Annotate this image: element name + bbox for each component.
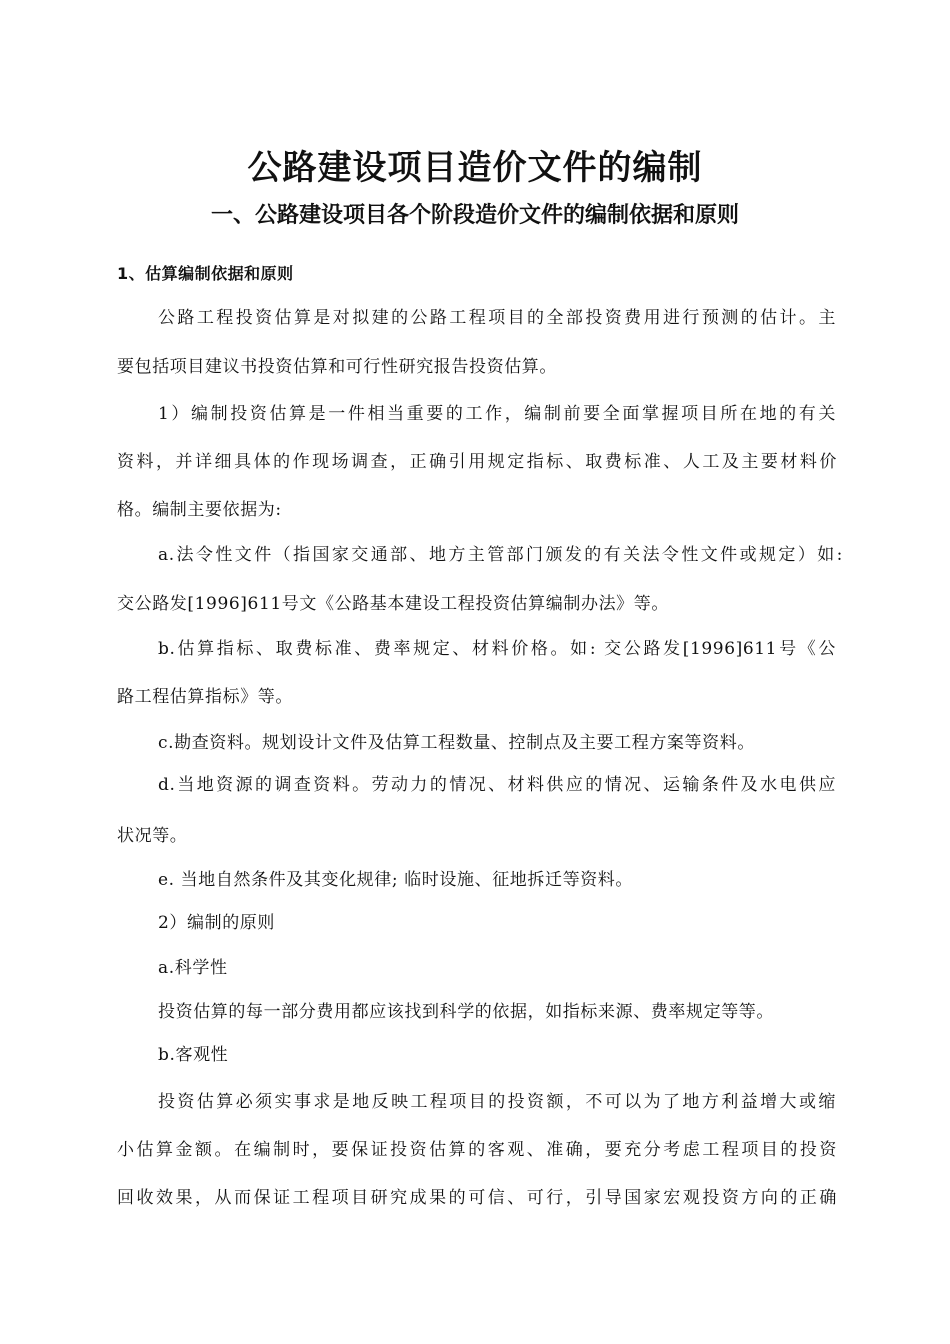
list-item: e. 当地自然条件及其变化规律; 临时设施、征地拆迁等资料。 <box>158 870 633 890</box>
document-subtitle: 一、公路建设项目各个阶段造价文件的编制依据和原则 <box>210 202 739 228</box>
paragraph-line: 公路工程投资估算是对拟建的公路工程项目的全部投资费用进行预测的估计。主 <box>158 308 836 328</box>
document-title: 公路建设项目造价文件的编制 <box>247 148 703 188</box>
paragraph-line: 格。编制主要依据为: <box>117 500 282 520</box>
paragraph-line: 资料，并详细具体的作现场调查，正确引用规定指标、取费标准、人工及主要材料价 <box>117 452 837 472</box>
paragraph-line: 状况等。 <box>117 826 188 846</box>
list-item: a.法令性文件（指国家交通部、地方主管部门颁发的有关法令性文件或规定）如: <box>158 545 843 565</box>
paragraph-line: 小估算金额。在编制时，要保证投资估算的客观、准确，要充分考虑工程项目的投资 <box>117 1140 837 1160</box>
list-item: a.科学性 <box>158 958 228 978</box>
paragraph-line: 1）编制投资估算是一件相当重要的工作，编制前要全面掌握项目所在地的有关 <box>158 404 836 424</box>
paragraph-line: 要包括项目建议书投资估算和可行性研究报告投资估算。 <box>117 357 557 377</box>
list-item: d.当地资源的调查资料。劳动力的情况、材料供应的情况、运输条件及水电供应 <box>158 775 836 795</box>
paragraph-line: 路工程估算指标》等。 <box>117 687 293 707</box>
list-item: b.客观性 <box>158 1045 229 1065</box>
subsection-heading: 2）编制的原则 <box>158 913 276 933</box>
list-item: c.勘查资料。规划设计文件及估算工程数量、控制点及主要工程方案等资料。 <box>158 733 755 753</box>
paragraph-line: 投资估算的每一部分费用都应该找到科学的依据，如指标来源、费率规定等等。 <box>158 1002 774 1022</box>
section-heading: 1、估算编制依据和原则 <box>117 264 294 283</box>
paragraph-line: 回收效果，从而保证工程项目研究成果的可信、可行，引导国家宏观投资方向的正确 <box>117 1188 837 1208</box>
list-item: b.估算指标、取费标准、费率规定、材料价格。如: 交公路发[1996]611号《公 <box>158 639 836 659</box>
paragraph-line: 投资估算必须实事求是地反映工程项目的投资额，不可以为了地方利益增大或缩 <box>158 1092 836 1112</box>
paragraph-line: 交公路发[1996]611号文《公路基本建设工程投资估算编制办法》等。 <box>117 594 669 614</box>
